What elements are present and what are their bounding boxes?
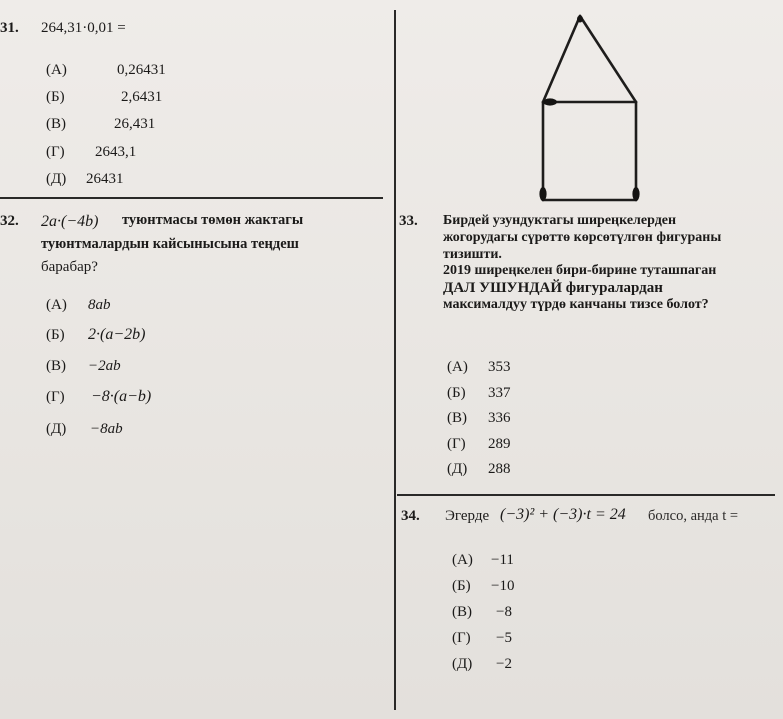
option-label: (Д) — [46, 171, 67, 187]
option-label: (Б) — [46, 327, 65, 343]
question-text-line: барабар? — [41, 259, 98, 275]
question-text-line: жогорудагы сүрөттө көрсөтүлгөн фигураны — [443, 229, 722, 245]
option-value: 353 — [488, 359, 511, 375]
question-number: 33. — [399, 213, 418, 229]
option-value: −5 — [496, 630, 512, 646]
option-label: (Д) — [452, 656, 473, 672]
question-text-line: максималдуу түрдө канчаны тизсе болот? — [443, 296, 709, 312]
option-value: 288 — [488, 461, 511, 477]
option-label: (В) — [447, 410, 467, 426]
question-expression: (−3)² + (−3)·t = 24 — [500, 506, 626, 523]
option-label: (А) — [452, 552, 473, 568]
question-text-line: ДАЛ УШУНДАЙ фигуралардан — [443, 280, 663, 297]
option-label: (Б) — [447, 385, 466, 401]
divider-q31-q32 — [0, 197, 383, 199]
option-label: (Б) — [452, 578, 471, 594]
match-head — [543, 98, 557, 105]
question-text — [443, 213, 778, 314]
match-head — [632, 187, 639, 201]
option-value: −8·(a−b) — [91, 388, 152, 405]
question-text-line: туюнтмалардын кайсынысына теңдеш — [41, 236, 299, 252]
column-divider — [394, 10, 396, 710]
option-label: (Г) — [452, 630, 471, 646]
option-value: 336 — [488, 410, 511, 426]
roof-left-match — [543, 16, 580, 102]
option-value: 289 — [488, 436, 511, 452]
option-value: −8ab — [90, 421, 123, 437]
question-text-line: туюнтмасы төмөн жактагы — [122, 212, 304, 228]
option-label: (Б) — [46, 89, 65, 105]
option-label: (В) — [452, 604, 472, 620]
question-prefix: Эгерде — [445, 508, 490, 524]
option-value: 2,6431 — [121, 89, 163, 105]
option-value: −11 — [491, 552, 514, 568]
divider-q33-q34 — [397, 494, 775, 496]
option-value: 0,26431 — [117, 62, 166, 78]
option-value: 26431 — [86, 171, 124, 187]
option-label: (В) — [46, 116, 66, 132]
option-label: (А) — [447, 359, 468, 375]
option-label: (А) — [46, 297, 67, 313]
question-number: 32. — [0, 213, 19, 229]
option-label: (Д) — [447, 461, 468, 477]
option-value: 337 — [488, 385, 511, 401]
option-value: −10 — [491, 578, 515, 594]
question-number: 34. — [401, 508, 420, 524]
option-label: (Г) — [447, 436, 466, 452]
option-value: 26,431 — [114, 116, 156, 132]
option-label: (Г) — [46, 389, 65, 405]
question-text-line: тизишти. — [443, 246, 502, 262]
question-text-line: Бирдей узундуктагы ширеңкелерден — [443, 213, 677, 228]
question-text-line: 2019 ширеңкелен бири-бирине туташпаган — [443, 263, 717, 279]
option-label: (А) — [46, 62, 67, 78]
question-number: 31. — [0, 20, 19, 36]
option-label: (В) — [46, 358, 66, 374]
option-value: 8ab — [88, 297, 111, 313]
option-label: (Д) — [46, 421, 67, 437]
option-value: −2ab — [88, 358, 121, 374]
question-expression: 2a·(−4b) — [41, 213, 99, 230]
option-value: −2 — [496, 656, 512, 672]
match-head — [539, 187, 546, 201]
question-suffix: болсо, анда t = — [648, 508, 739, 524]
roof-right-match — [580, 16, 636, 102]
matchstick-house-figure — [530, 8, 650, 208]
option-value: −8 — [496, 604, 512, 620]
option-label: (Г) — [46, 144, 65, 160]
option-value: 2643,1 — [95, 144, 137, 160]
option-value: 2·(a−2b) — [88, 326, 146, 343]
match-head — [577, 16, 583, 23]
question-expression: 264,31·0,01 = — [41, 20, 126, 36]
